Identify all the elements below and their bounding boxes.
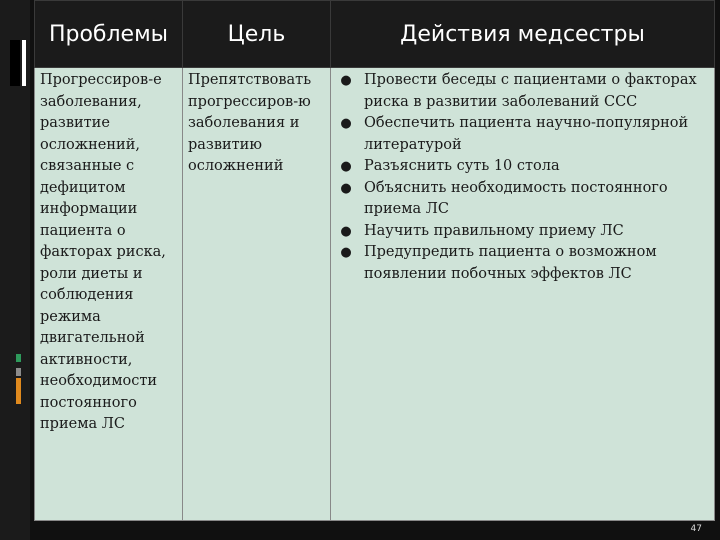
list-item xyxy=(336,156,709,178)
decor-bar-white xyxy=(22,40,26,86)
circle-bullet-icon: ● xyxy=(340,159,352,174)
goal-cell: Препятствовать прогрессиров-ю заболевания и развитию осложнений xyxy=(183,68,331,521)
action-text: Объяснить необходимость постоянного приема ЛС xyxy=(364,179,668,217)
action-text: Провести беседы с пациентами о факторах риска в развитии заболеваний ССС xyxy=(364,72,697,110)
list-item xyxy=(336,70,709,113)
page-number: 47 xyxy=(690,524,702,534)
list-item xyxy=(336,113,709,156)
nursing-care-table xyxy=(34,0,715,521)
action-text: Обеспечить пациента научно-популярной литературой xyxy=(364,115,689,153)
circle-bullet-icon: ● xyxy=(340,223,352,239)
decor-bar-orange xyxy=(16,378,21,404)
circle-bullet-icon: ● xyxy=(340,245,352,260)
header-problems: Проблемы xyxy=(35,1,183,68)
list-item xyxy=(336,178,709,221)
action-text: Предупредить пациента о возможном появлении побочных эффектов ЛС xyxy=(364,244,657,282)
decor-bar-black xyxy=(10,40,20,86)
table-header-row xyxy=(35,1,715,68)
decor-bar-green xyxy=(16,354,21,362)
circle-bullet-icon: ● xyxy=(340,180,352,196)
action-text: Разъяснить суть 10 стола xyxy=(364,158,560,174)
circle-bullet-icon: ● xyxy=(340,116,352,131)
header-goal: Цель xyxy=(183,1,331,68)
actions-cell xyxy=(331,68,715,521)
table-row xyxy=(35,68,715,521)
action-text: Научить правильному приему ЛС xyxy=(364,222,624,239)
list-item xyxy=(336,221,709,243)
header-nurse-actions: Действия медсестры xyxy=(331,1,715,68)
problem-cell: Прогрессиров-е заболевания, развитие осложнений, связанные с дефицитом информации пациента о факторах риска, роли диеты и соблюдения режима двигательной активности, необходимости постоянного приема ЛС xyxy=(35,68,183,521)
list-item xyxy=(336,242,709,285)
decor-bar-gray xyxy=(16,368,21,376)
actions-list xyxy=(336,70,709,285)
circle-bullet-icon: ● xyxy=(340,73,352,88)
